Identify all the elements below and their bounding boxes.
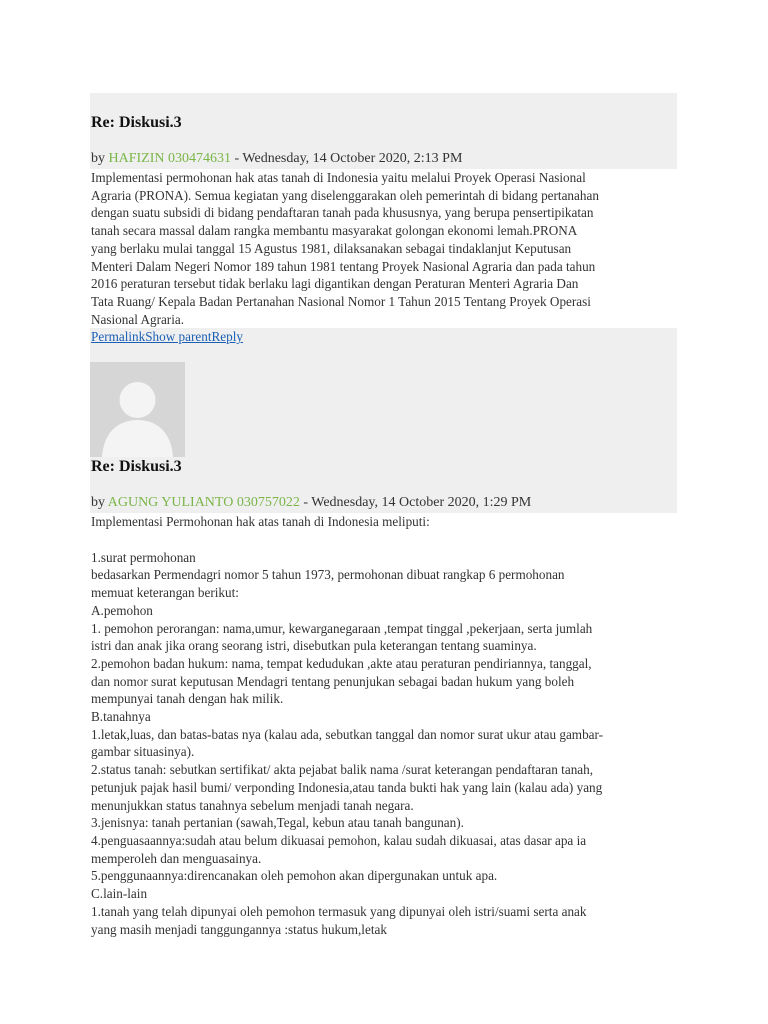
post-subject: Re: Diskusi.3: [91, 114, 182, 131]
user-silhouette-icon: [90, 362, 185, 457]
post-commands: [90, 328, 677, 345]
post-header: [90, 345, 677, 513]
by-label: by: [91, 495, 105, 511]
reply-link[interactable]: Reply: [211, 329, 244, 345]
author-link[interactable]: HAFIZIN 030474631: [108, 151, 231, 166]
post-content: Implementasi permohonan hak atas tanah di Indonesia yaitu melalui Proyek Operasi Nasional Agraria (PRONA). Semua kegiatan yang diselenggarakan oleh pemerintah di bidang pertanahan dengan suatu subsidi di bidang pendaftaran tanah pada khususnya, yang berupa pensertipikatan tanah secara massal dalam rangka membantu masyarakat golongan ekonomi lemah.PRONA yang berlaku mulai tanggal 15 Agustus 1981, dilaksanakan sebagai tindaklanjut Keputusan Menteri Dalam Negeri Nomor 189 tahun 1981 tentang Proyek Nasional Agraria dan pada tahun 2016 peraturan tersebut tidak berlaku lagi digantikan dengan Peraturan Menteri Agraria Dan Tata Ruang/ Kepala Badan Pertanahan Nasional Nomor 1 Tahun 2015 Tentang Proyek Operasi Nasional Agraria.: [91, 170, 599, 327]
post-byline: [91, 151, 462, 167]
post-subject: Re: Diskusi.3: [91, 458, 182, 476]
permalink-link[interactable]: Permalink: [91, 329, 146, 345]
forum-discussion: [90, 93, 677, 938]
post-date: - Wednesday, 14 October 2020, 2:13 PM: [231, 151, 463, 166]
post-header: [90, 93, 677, 169]
show-parent-link[interactable]: Show parent: [145, 329, 212, 345]
post-date: - Wednesday, 14 October 2020, 1:29 PM: [299, 495, 532, 511]
author-link[interactable]: AGUNG YULIANTO 030757022: [107, 495, 300, 511]
avatar[interactable]: [90, 362, 185, 457]
by-label: by: [91, 151, 105, 166]
post-byline: [91, 495, 531, 511]
post-content: Implementasi Permohonan hak atas tanah di Indonesia meliputi: 1.surat permohonan bedasarkan Permendagri nomor 5 tahun 1973, permohonan dibuat rangkap 6 permohonan memuat keterangan berikut: A.pemohon 1. pemohon perorangan: nama,umur, kewarganegaraan ,tempat tinggal ,pekerjaan, serta jumlah istri dan anak jika orang seorang istri, disebutkan pula keterangan tentang suaminya. 2.pemohon badan hukum: nama, tempat kedudukan ,akte atau peraturan pendiriannya, tanggal, dan nomor surat keputusan Mendagri tentang penunjukan sebagai badan hukum yang boleh mempunyai tanah dengan hak milik. B.tanahnya 1.letak,luas, dan batas-batas nya (kalau ada, sebutkan tanggal dan nomor surat ukur atau gambar- gambar situasinya). 2.status tanah: sebutkan sertifikat/ akta pejabat balik nama /surat keterangan pendaftaran tanah, petunjuk pajak hasil bumi/ verponding Indonesia,atau tanda bukti hak yang lain (kalau ada) yang menunjukkan status tanahnya sebelum menjadi tanah negara. 3.jenisnya: tanah pertanian (sawah,Tegal, kebun atau tanah bangunan). 4.penguasaannya:sudah atau belum dikuasai pemohon, kalau sudah dikuasai, atas dasar apa ia memperoleh dan menguasainya. 5.penggunaannya:direncanakan oleh pemohon akan dipergunakan untuk apa. C.lain-lain 1.tanah yang telah dipunyai oleh pemohon termasuk yang dipunyai oleh istri/suami serta anak yang masih menjadi tanggungannya :status hukum,letak: [91, 514, 604, 937]
